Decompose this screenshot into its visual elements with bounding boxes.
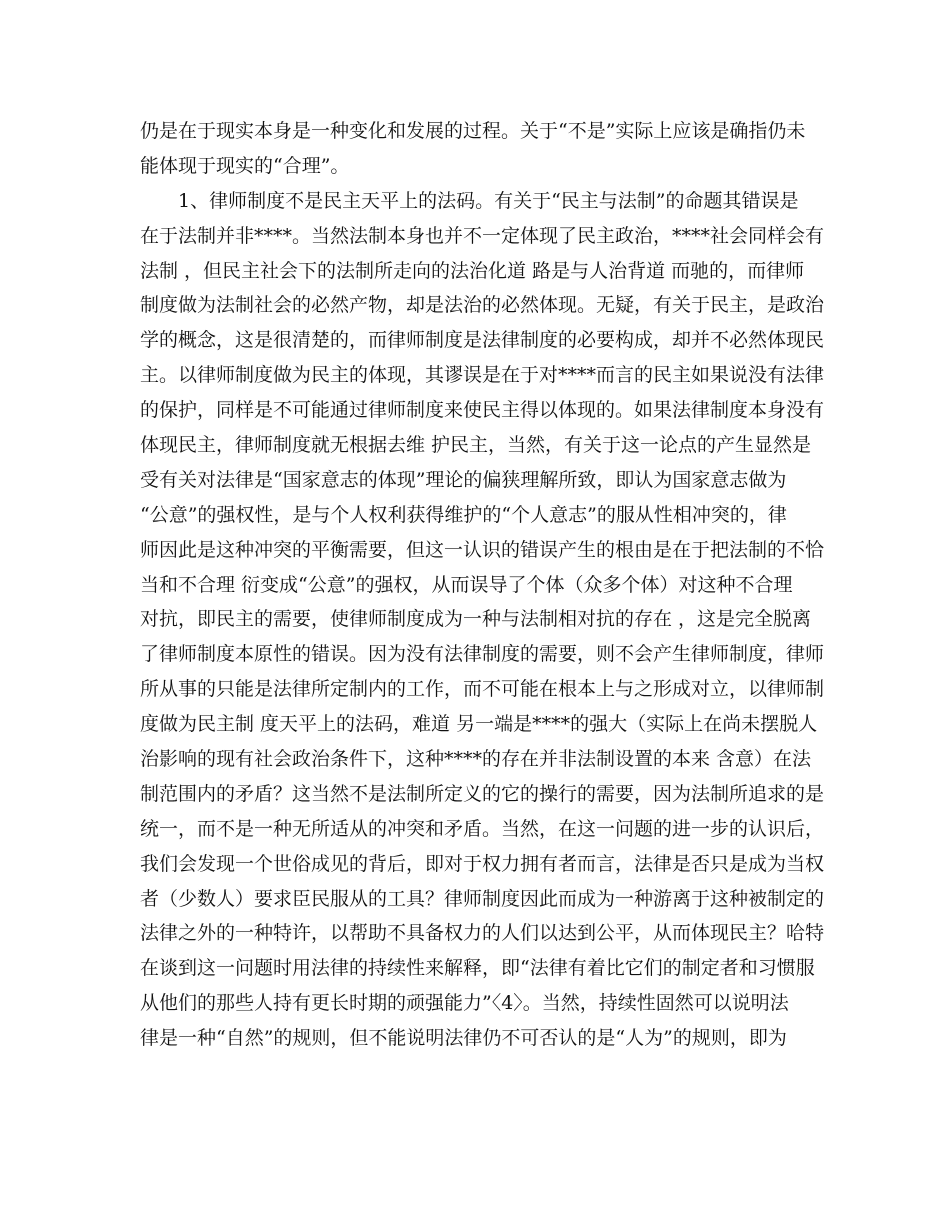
text-line: 度做为民主制 度天平上的法码，难道 另一端是****的强大（实际上在尚未摆脱人 (140, 713, 818, 736)
text-line: 制范围内的矛盾？这当然不是法制所定义的它的操行的需要，因为法制所追求的是 (140, 782, 825, 805)
text-line: 从他们的那些人持有更长时期的顽强能力”〈4〉。当然，持续性固然可以说明法 (140, 992, 789, 1015)
text-line: 法制 ，但民主社会下的法制所走向的法治化道 路是与人治背道 而驰的，而律师 (140, 259, 805, 282)
text-line: 我们会发现一个世俗成见的背后，即对于权力拥有者而言，法律是否只是成为当权 (140, 852, 825, 875)
text-line: 者（少数人）要求臣民服从的工具？律师制度因此而成为一种游离于这种被制定的 (140, 887, 825, 910)
text-line: 1、律师制度不是民主天平上的法码。有关于“民主与法制”的命题其错误是 (178, 189, 799, 212)
text-line: 当和不合理 衍变成“公意”的强权，从而误导了个体（众多个体）对这种不合理 (140, 573, 793, 596)
text-line: “公意”的强权性，是与个人权利获得维护的“个人意志”的服从性相冲突的，律 (140, 503, 787, 526)
text-line: 统一，而不是一种无所适从的冲突和矛盾。当然，在这一问题的进一步的认识后， (140, 817, 825, 840)
text-line: 受有关对法律是“国家意志的体现”理论的偏狭理解所致，即认为国家意志做为 (140, 468, 787, 491)
text-line: 主。以律师制度做为民主的体现，其谬误是在于对****而言的民主如果说没有法律 (140, 364, 825, 387)
text-line: 学的概念，这是很清楚的，而律师制度是法律制度的必要构成，却并不必然体现民 (140, 329, 825, 352)
text-line: 在谈到这一问题时用法律的持续性来解释，即“法律有着比它们的制定者和习惯服 (140, 957, 815, 980)
text-line: 律是一种“自然”的规则，但不能说明法律仍不可否认的是“人为”的规则，即为 (140, 1027, 787, 1050)
document-body (140, 114, 830, 1056)
text-line: 对抗，即民主的需要，使律师制度成为一种与法制相对抗的存在 ，这是完全脱离 (140, 608, 812, 631)
text-line: 制度做为法制社会的必然产物，却是法治的必然体现。无疑，有关于民主，是政治 (140, 294, 825, 317)
text-line: 的保护，同样是不可能通过律师制度来使民主得以体现的。如果法律制度本身没有 (140, 399, 825, 422)
text-line: 治影响的现有社会政治条件下，这种****的存在并非法制设置的本来 含意）在法 (140, 748, 812, 771)
text-line: 在于法制并非****。当然法制本身也并不一定体现了民主政治，****社会同样会有 (140, 224, 825, 247)
text-line: 能体现于现实的“合理”。 (140, 154, 350, 177)
text-line: 所从事的只能是法律所定制内的工作，而不可能在根本上与之形成对立，以律师制 (140, 678, 825, 701)
text-line: 法律之外的一种特许，以帮助不具备权力的人们以达到公平，从而体现民主？哈特 (140, 922, 825, 945)
text-line: 师因此是这种冲突的平衡需要，但这一认识的错误产生的根由是在于把法制的不恰 (140, 538, 825, 561)
text-line: 了律师制度本原性的错误。因为没有法律制度的需要，则不会产生律师制度，律师 (140, 643, 825, 666)
text-line: 体现民主，律师制度就无根据去维 护民主，当然，有关于这一论点的产生显然是 (140, 434, 812, 457)
text-line: 仍是在于现实本身是一种变化和发展的过程。关于“不是”实际上应该是确指仍未 (140, 120, 806, 142)
